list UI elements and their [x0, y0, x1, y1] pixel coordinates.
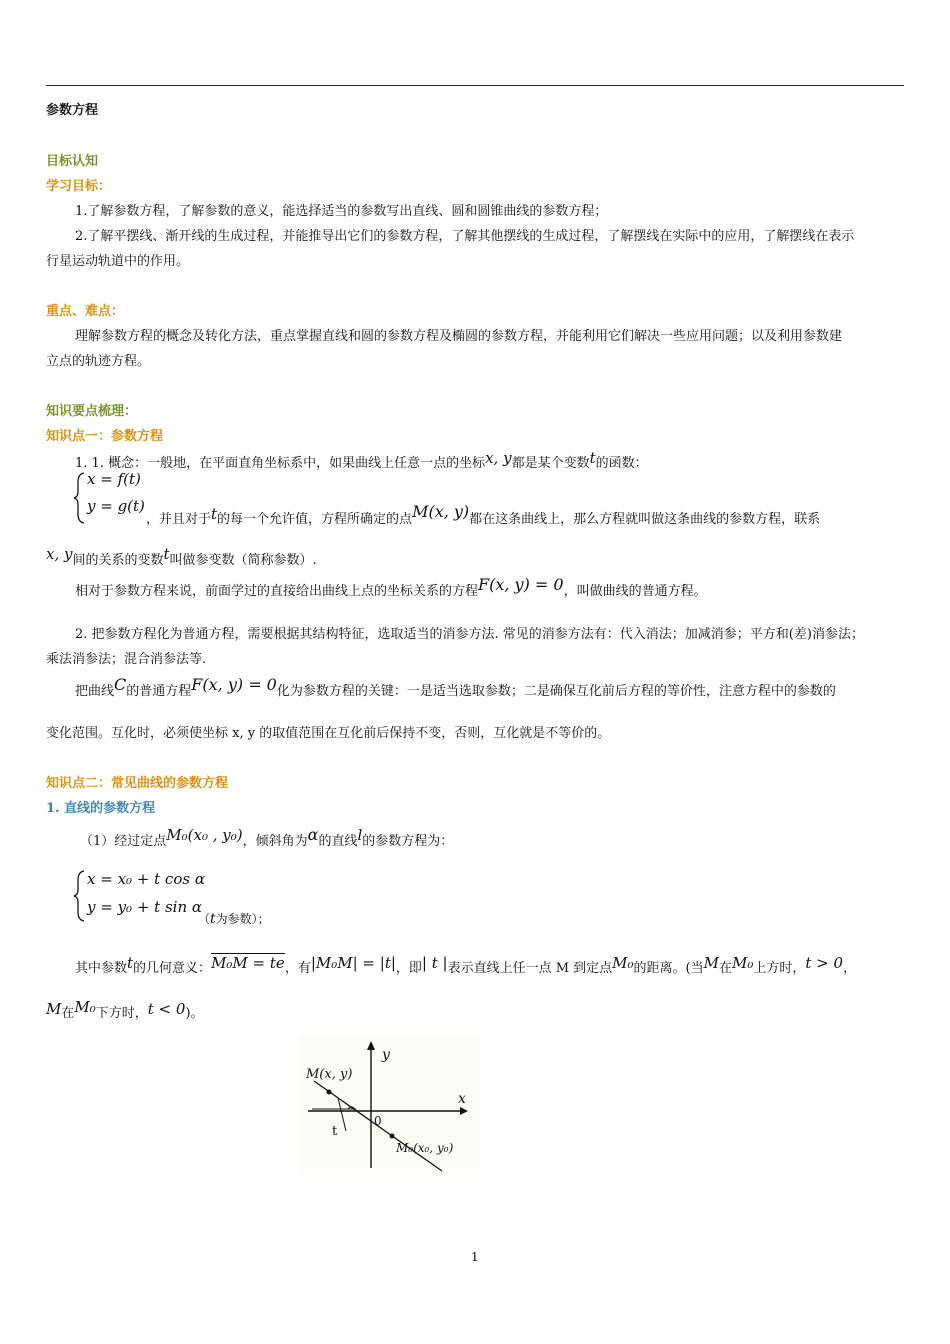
curve-text-1: 把曲线	[75, 684, 115, 699]
concept-text-3: 的函数：	[595, 456, 648, 471]
math-t-positive: t > 0	[805, 954, 844, 972]
math-Fxy-2: F(x, y) = 0	[191, 675, 277, 694]
math-alpha: α	[307, 825, 319, 844]
goal-1: 1.了解参数方程，了解参数的意义，能选择适当的参数写出直线、圆和圆锥曲线的参数方程；	[75, 204, 608, 219]
section-knowledge: 知识要点梳理：	[46, 404, 138, 419]
math-C: C	[114, 675, 127, 694]
math-Fxy: F(x, y) = 0	[478, 575, 564, 594]
math-M-2: M	[46, 1000, 62, 1018]
line-text-3: 的直线	[318, 834, 358, 849]
math-abs: |M₀M| = |t|	[310, 954, 396, 972]
continuation-line	[146, 502, 821, 527]
cont-text-1: ，并且对于	[146, 512, 212, 527]
math-M: M	[703, 954, 719, 972]
line-text-4: 的参数方程为：	[362, 834, 454, 849]
relation-line	[46, 545, 317, 568]
normal-text-1: 相对于参数方程来说，前面学过的直接给出曲线上点的坐标关系的方程	[75, 584, 479, 599]
math-M0-short-3: M₀	[74, 998, 96, 1016]
label-t: t	[332, 1124, 338, 1139]
brace-icon	[72, 870, 88, 922]
math-t-3: t	[163, 545, 170, 563]
concept-text-2: 都是某个变数	[511, 456, 590, 471]
label-M0: M₀(x₀, y₀)	[396, 1141, 454, 1155]
math-M0: M₀(x₀ , y₀)	[166, 826, 243, 844]
geometric-meaning-line	[75, 954, 857, 976]
section-key-points: 重点、难点：	[46, 304, 125, 319]
header-rule	[46, 85, 904, 86]
key-line-1: 理解参数方程的概念及转化方法，重点掌握直线和圆的参数方程及椭圆的参数方程，并能利用它们解决一些应用问题；以及利用参数建	[75, 329, 843, 344]
rel-text-2: 叫做参变数（简称参数）.	[169, 553, 317, 568]
section-goals: 学习目标：	[46, 179, 112, 194]
line-text-2: ，倾斜角为	[242, 834, 308, 849]
geo-text-12: )。	[185, 1006, 204, 1021]
concept-text-1: 1. 1. 概念：一般地，在平面直角坐标系中，如果曲线上任意一点的坐标	[75, 456, 486, 471]
page-number: 1	[471, 1250, 479, 1264]
system-y: y = g(t)	[87, 497, 145, 515]
geo-text-11: 下方时，	[95, 1006, 148, 1021]
line-text-1: （1）经过定点	[80, 834, 167, 849]
point-M0	[390, 1134, 395, 1139]
geo-text-2: 的几何意义：	[133, 961, 212, 976]
conversion-line-2: 乘法消参法；混合消参法等.	[46, 652, 207, 667]
geo-text-8: 上方时，	[753, 961, 806, 976]
label-origin: 0	[374, 1114, 382, 1128]
line-point-line	[80, 825, 454, 849]
curve-line	[75, 675, 836, 699]
label-y: y	[382, 1047, 390, 1063]
normal-text-2: ，叫做曲线的普通方程。	[563, 584, 707, 599]
kp2-title: 知识点二：常见曲线的参数方程	[46, 776, 229, 791]
line-diagram	[300, 1035, 480, 1175]
geo-text-3: ，有	[284, 961, 311, 976]
section-target: 目标认知	[46, 154, 99, 169]
goal-2-line-1: 2.了解平摆线、渐开线的生成过程，并能推导出它们的参数方程，了解其他摆线的生成过程，了解摆线在实际中的应用，了解摆线在表示	[75, 229, 855, 244]
goal-2-line-2: 行星运动轨道中的作用。	[46, 254, 190, 269]
param-note	[198, 910, 270, 927]
math-xy-2: x, y	[46, 545, 73, 563]
math-vector: M₀M = te	[211, 954, 285, 972]
cont-text-3: 都在这条曲线上，那么方程就叫做这条曲线的参数方程，联系	[469, 512, 821, 527]
brace-icon	[72, 472, 88, 524]
math-t-2: t	[211, 505, 218, 523]
rel-text-1: 间的关系的变数	[72, 553, 164, 568]
math-l: l	[357, 826, 363, 844]
curve-text-2: 的普通方程	[126, 684, 192, 699]
math-t-negative: t < 0	[147, 1000, 186, 1018]
geo-text-6: 的距离。(当	[633, 961, 704, 976]
page-title: 参数方程	[46, 103, 99, 118]
geo-text-9: ，	[843, 961, 857, 976]
curve-line-2: 变化范围。互化时，必须使坐标 x, y 的取值范围在互化前后保持不变，否则，互化就是不等价的。	[46, 726, 611, 741]
math-t-4: t	[210, 911, 216, 927]
cont-text-2: 的每一个允许值，方程所确定的点	[217, 512, 413, 527]
curve-text-3: 化为参数方程的关键：一是适当选取参数；二是确保互化前后方程的等价性，注意方程中的参数的	[276, 684, 836, 699]
geometric-meaning-line-2	[46, 998, 204, 1021]
concept-line	[75, 449, 648, 471]
geo-text-7: 在	[718, 961, 732, 976]
conversion-line-1: 2. 把参数方程化为普通方程，需要根据其结构特征，选取适当的消参方法. 常见的消参方法有：代入消法；加减消参；平方和(差)消参法；	[75, 627, 864, 642]
math-abs-t: | t |	[421, 954, 448, 972]
math-t-5: t	[127, 954, 134, 972]
line-eq-title: 1. 直线的参数方程	[46, 801, 156, 816]
note-text-2: 为参数）；	[215, 912, 270, 926]
geo-text-1: 其中参数	[75, 961, 128, 976]
label-M: M(x, y)	[306, 1067, 353, 1082]
system-x: x = f(t)	[87, 470, 141, 488]
geo-text-4: ，即	[395, 961, 422, 976]
key-line-2: 立点的轨迹方程。	[46, 354, 151, 369]
math-M0-short: M₀	[612, 954, 634, 972]
math-xy: x, y	[485, 449, 512, 467]
line-system-x: x = x₀ + t cos α	[87, 870, 205, 888]
normal-eq-line	[75, 575, 707, 599]
kp1-title: 知识点一：参数方程	[46, 429, 164, 444]
point-M	[327, 1090, 332, 1095]
geo-text-10: 在	[61, 1006, 75, 1021]
label-x: x	[458, 1091, 466, 1107]
line-system-y: y = y₀ + t sin α	[87, 898, 203, 916]
math-Mxy: M(x, y)	[412, 502, 470, 521]
math-M0-short-2: M₀	[732, 954, 754, 972]
note-text-1: （	[198, 912, 211, 926]
math-t: t	[589, 449, 596, 467]
geo-text-5: 表示直线上任一点 M 到定点	[447, 961, 613, 976]
